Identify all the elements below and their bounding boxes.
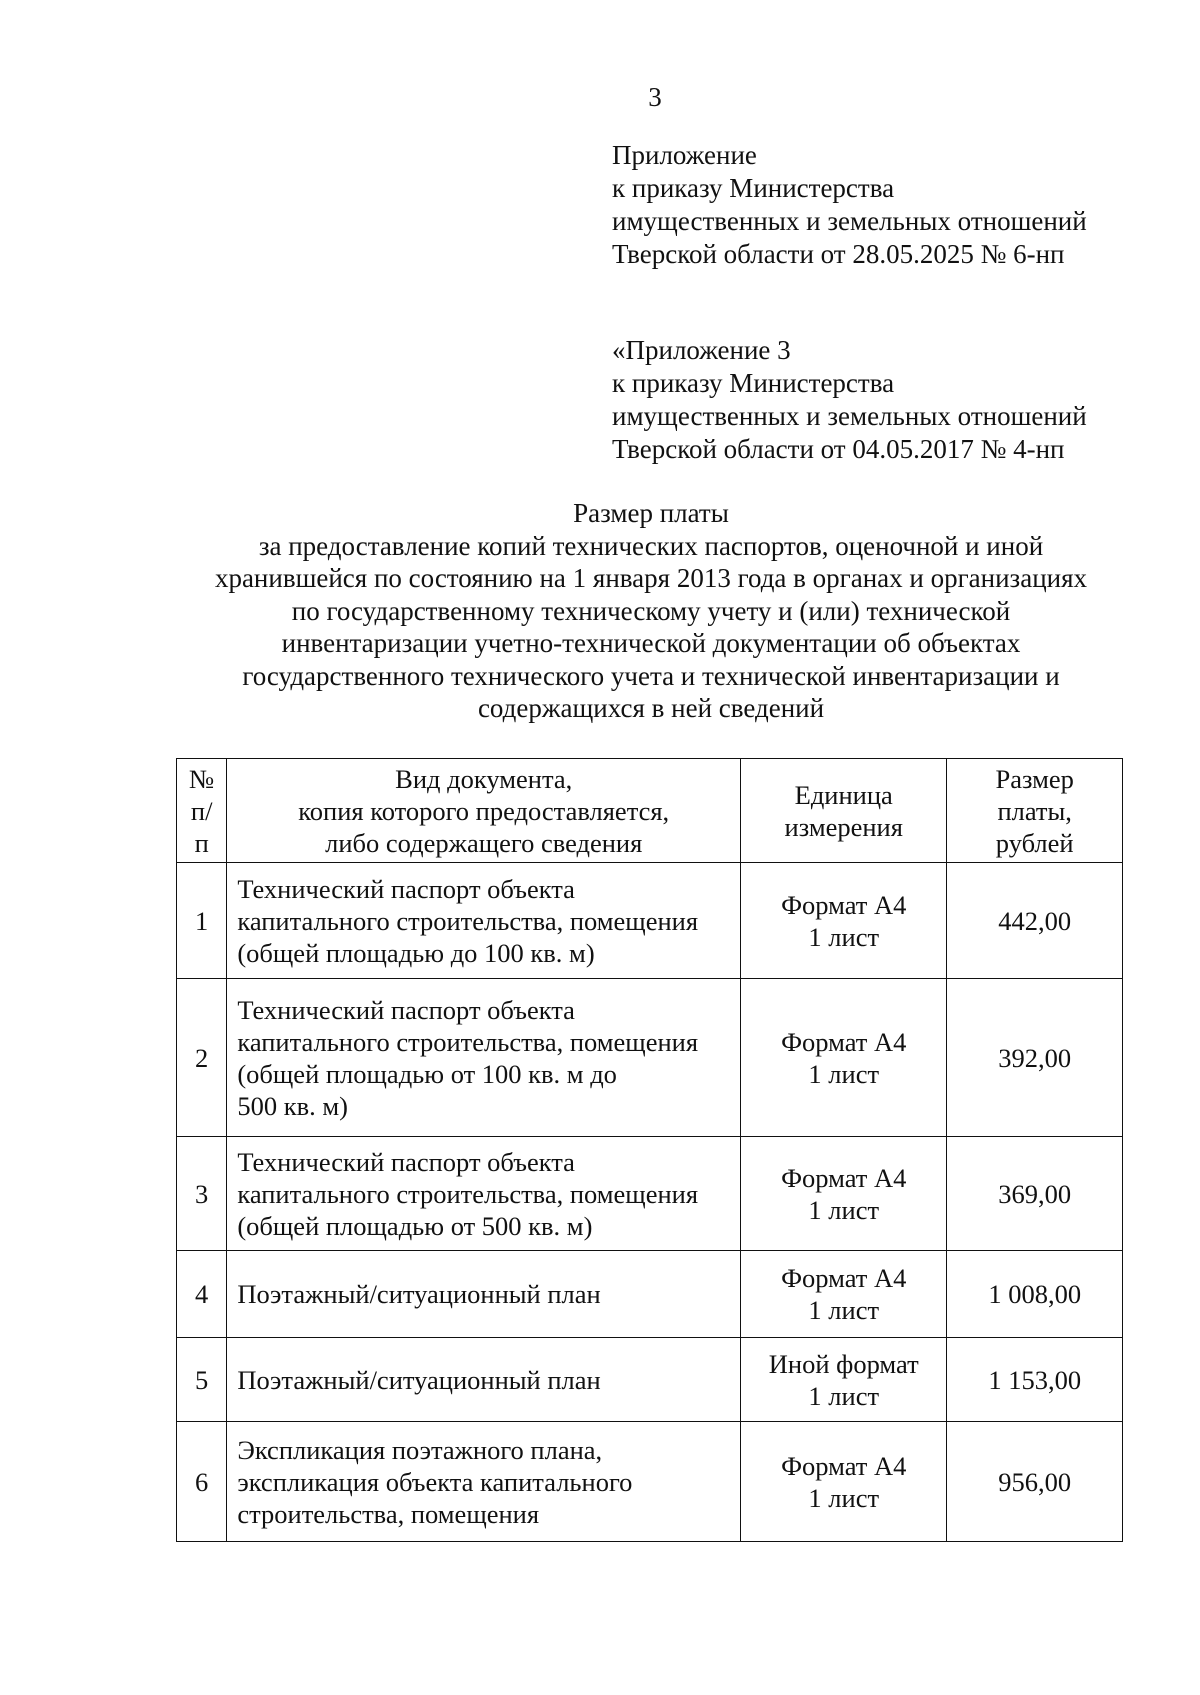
header-document-type-line: копия которого предоставляется, (298, 795, 670, 826)
table-row (177, 1251, 1123, 1338)
cell-line: Формат А4 (781, 1450, 907, 1481)
header-number (177, 759, 227, 863)
cell-line: капитального строительства, помещения (237, 1026, 699, 1057)
row-price: 392,00 (947, 979, 1123, 1137)
table-row (177, 1137, 1123, 1251)
row-number: 2 (177, 979, 227, 1137)
header-unit-line: Единица (794, 779, 893, 810)
row-number: 4 (177, 1251, 227, 1338)
cell-line: (общей площадью от 100 кв. м до (237, 1058, 617, 1089)
cell-line: строительства, помещения (237, 1498, 540, 1529)
quoted-appendix-line: имущественных и земельных отношений (612, 401, 1087, 431)
header-unit (741, 759, 947, 863)
row-unit (741, 979, 947, 1137)
appendix-header-line: имущественных и земельных отношений (612, 206, 1087, 236)
header-document-type-line: Вид документа, (395, 763, 573, 794)
table-header-row (177, 759, 1123, 863)
row-price: 369,00 (947, 1137, 1123, 1251)
row-unit (741, 1251, 947, 1338)
cell-line: капитального строительства, помещения (237, 905, 699, 936)
cell-line: 1 лист (808, 1482, 880, 1513)
cell-line: Экспликация поэтажного плана, (237, 1434, 603, 1465)
appendix-header (612, 139, 1087, 271)
cell-line: 1 лист (808, 1295, 880, 1325)
header-unit-line: измерения (784, 811, 903, 842)
header-number-line: № (189, 763, 215, 794)
title-line: инвентаризации учетно-технической документации об объектах (281, 628, 1021, 658)
header-price-line: платы, (997, 795, 1072, 826)
row-number: 3 (177, 1137, 227, 1251)
cell-line: экспликация объекта капитального (237, 1466, 633, 1497)
quoted-appendix-header (612, 334, 1087, 466)
row-number: 1 (177, 863, 227, 979)
quoted-appendix-line: «Приложение 3 (612, 335, 791, 365)
quoted-appendix-line: к приказу Министерства (612, 368, 895, 398)
cell-line: Формат А4 (781, 889, 907, 920)
document-title (150, 497, 1152, 725)
row-document-type (227, 1137, 741, 1251)
cell-line: 1 лист (808, 921, 880, 952)
cell-line: 1 лист (808, 1380, 880, 1411)
row-unit (741, 1137, 947, 1251)
header-document-type-line: либо содержащего сведения (325, 827, 643, 858)
row-price: 1 153,00 (947, 1338, 1123, 1422)
cell-line: 1 лист (808, 1058, 880, 1089)
fee-table (176, 758, 1123, 1542)
appendix-header-line: к приказу Министерства (612, 173, 895, 203)
row-price: 1 008,00 (947, 1251, 1123, 1338)
row-number: 5 (177, 1338, 227, 1422)
cell-line: Технический паспорт объекта (237, 873, 575, 904)
quoted-appendix-line: Тверской области от 04.05.2017 № 4-нп (612, 434, 1065, 464)
header-document-type (227, 759, 741, 863)
table-row (177, 1422, 1123, 1542)
cell-line: 1 лист (808, 1194, 880, 1225)
row-unit (741, 1338, 947, 1422)
table-row (177, 979, 1123, 1137)
cell-line: Иной формат (768, 1348, 919, 1379)
cell-line: Формат А4 (781, 1162, 907, 1193)
row-number: 6 (177, 1422, 227, 1542)
row-price: 956,00 (947, 1422, 1123, 1542)
row-document-type (227, 1422, 741, 1542)
page-number: 3 (648, 82, 662, 112)
title-line: по государственному техническому учету и (или) технической (291, 595, 1011, 626)
header-price (947, 759, 1123, 863)
header-number-line: п/п (190, 795, 213, 858)
title-line: хранившейся по состоянию на 1 января 2013 года в органах и организациях (214, 563, 1088, 593)
cell-line: Формат А4 (781, 1026, 907, 1057)
row-unit (741, 1422, 947, 1542)
row-price: 442,00 (947, 863, 1123, 979)
cell-line: Поэтажный/ситуационный план (237, 1364, 601, 1395)
table-row (177, 1338, 1123, 1422)
cell-line: Поэтажный/ситуационный план (237, 1279, 601, 1309)
appendix-header-line: Приложение (612, 140, 757, 170)
appendix-header-line: Тверской области от 28.05.2025 № 6-нп (612, 239, 1065, 269)
cell-line: Формат А4 (781, 1263, 907, 1293)
cell-line: (общей площадью до 100 кв. м) (237, 937, 595, 968)
title-line: за предоставление копий технических паспортов, оценочной и иной (258, 530, 1044, 561)
title-line: Размер платы (573, 498, 729, 528)
title-line: государственного технического учета и технической инвентаризации и (242, 660, 1060, 691)
table-row (177, 863, 1123, 979)
row-document-type (227, 979, 741, 1137)
row-document-type (227, 1338, 741, 1422)
header-price-line: Размер (995, 763, 1074, 794)
row-document-type (227, 863, 741, 979)
cell-line: Технический паспорт объекта (237, 1146, 575, 1177)
cell-line: капитального строительства, помещения (237, 1178, 699, 1209)
title-line: содержащихся в ней сведений (477, 693, 825, 723)
cell-line: Технический паспорт объекта (237, 994, 575, 1025)
row-document-type (227, 1251, 741, 1338)
cell-line: (общей площадью от 500 кв. м) (237, 1210, 593, 1241)
row-unit (741, 863, 947, 979)
cell-line: 500 кв. м) (237, 1090, 348, 1121)
header-price-line: рублей (995, 827, 1074, 858)
